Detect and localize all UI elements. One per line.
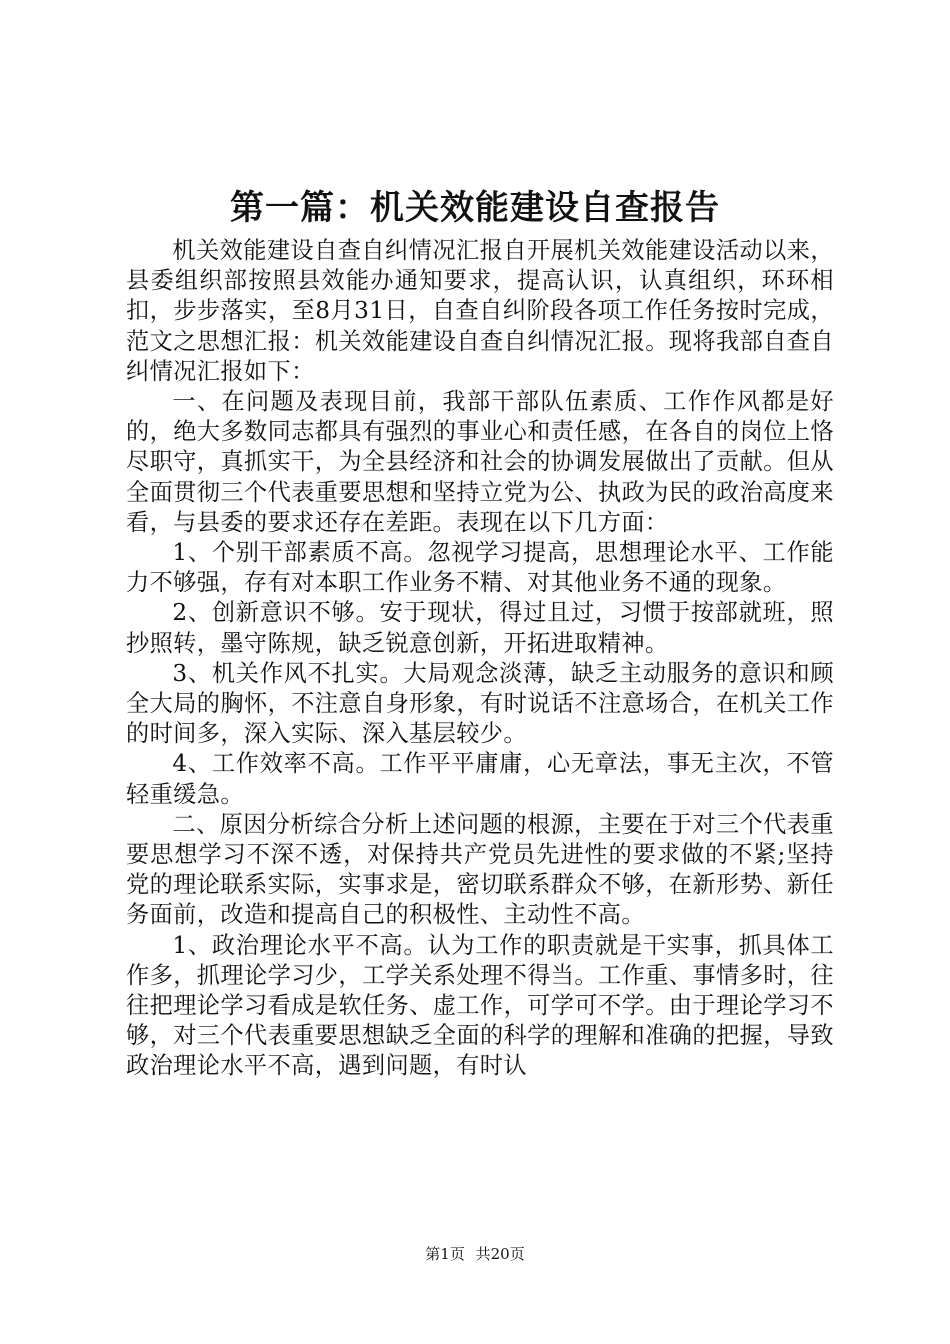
paragraph: 1、政治理论水平不高。认为工作的职责就是干实事，抓具体工作多，抓理论学习少，工学关系处理不得当。工作重、事情多时，往往把理论学习看成是软任务、虚工作，可学可不学。由于理论学习不够，对三个代表重要思想缺乏全面的科学的理解和准确的把握，导致政治理论水平不高，遇到问题，有时认: [126, 931, 834, 1080]
document-title: 第一篇：机关效能建设自查报告: [230, 188, 720, 228]
paragraph: 1、个别干部素质不高。忽视学习提高，思想理论水平、工作能力不够强，存有对本职工作业务不精、对其他业务不通的现象。: [126, 539, 834, 597]
paragraph: 3、机关作风不扎实。大局观念淡薄，缺乏主动服务的意识和顾全大局的胸怀，不注意自身形象，有时说话不注意场合，在机关工作的时间多，深入实际、深入基层较少。: [126, 659, 834, 748]
paragraph: 一、在问题及表现目前，我部干部队伍素质、工作作风都是好的，绝大多数同志都具有强烈的事业心和责任感，在各自的岗位上恪尽职守，真抓实干，为全县经济和社会的协调发展做出了贡献。但从全面贯彻三个代表重要思想和坚持立党为公、执政为民的政治高度来看，与县委的要求还存在差距。表现在以下几方面：: [126, 388, 834, 536]
page-footer: [0, 1244, 950, 1264]
paragraph: 2、创新意识不够。安于现状，得过且过，习惯于按部就班，照抄照转，墨守陈规，缺乏锐意创新，开拓进取精神。: [126, 599, 834, 657]
paragraph: 二、原因分析综合分析上述问题的根源，主要在于对三个代表重要思想学习不深不透，对保持共产党员先进性的要求做的不紧;坚持党的理论联系实际，实事求是，密切联系群众不够，在新形势、新任务面前，改造和提高自己的积极性、主动性不高。: [126, 810, 834, 929]
page-number: 第1页: [425, 1245, 465, 1263]
document-body: [126, 236, 834, 1082]
paragraph: 机关效能建设自查自纠情况汇报自开展机关效能建设活动以来，县委组织部按照县效能办通知要求，提高认识，认真组织，环环相扣，步步落实，至8月31日，自查自纠阶段各项工作任务按时完成，范文之思想汇报：机关效能建设自查自纠情况汇报。现将我部自查自纠情况汇报如下：: [126, 237, 834, 385]
page-total: 共20页: [475, 1245, 525, 1263]
paragraph: 4、工作效率不高。工作平平庸庸，心无章法，事无主次，不管轻重缓急。: [126, 750, 834, 808]
